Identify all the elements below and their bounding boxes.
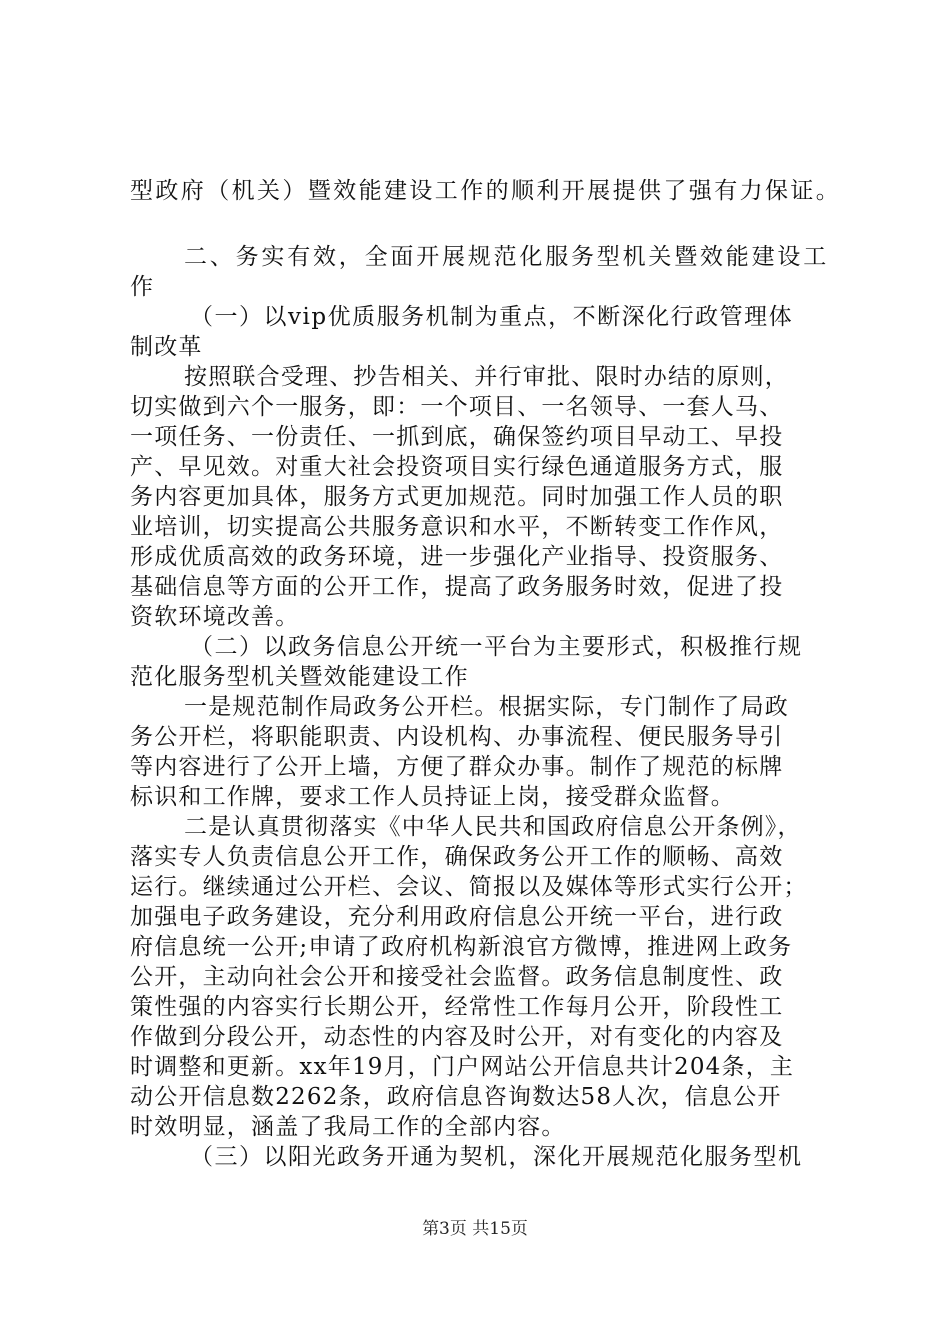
paragraph-line: 时效明显，涵盖了我局工作的全部内容。	[130, 1114, 566, 1140]
paragraph-line: 二是认真贯彻落实《中华人民共和国政府信息公开条例》，	[184, 814, 802, 840]
paragraph-line: 作做到分段公开，动态性的内容及时公开，对有变化的内容及	[130, 1024, 784, 1050]
paragraph-line: 一是规范制作局政务公开栏。根据实际，专门制作了局政	[184, 694, 789, 720]
section-heading: 二、务实有效，全面开展规范化服务型机关暨效能建设工	[184, 244, 829, 270]
paragraph-line: 运行。继续通过公开栏、会议、简报以及媒体等形式实行公开；	[130, 874, 808, 900]
paragraph-line: 动公开信息数2262条，政府信息咨询数达58人次，信息公开	[130, 1084, 782, 1110]
paragraph-line: 加强电子政务建设，充分利用政府信息公开统一平台，进行政	[130, 904, 784, 930]
paragraph-line: 切实做到六个一服务，即：一个项目、一名领导、一套人马、	[130, 394, 784, 420]
subsection-heading: （一）以vip优质服务机制为重点，不断深化行政管理体	[190, 304, 794, 330]
paragraph-line: 时调整和更新。xx年19月，门户网站公开信息共计204条，主	[130, 1054, 795, 1080]
paragraph-line: 型政府（机关）暨效能建设工作的顺利开展提供了强有力保证。	[130, 178, 842, 204]
paragraph-line: 落实专人负责信息公开工作，确保政务公开工作的顺畅、高效	[130, 844, 784, 870]
paragraph-line: 标识和工作牌，要求工作人员持证上岗，接受群众监督。	[130, 784, 735, 810]
paragraph-line: 按照联合受理、抄告相关、并行审批、限时办结的原则，	[184, 364, 789, 390]
subsection-heading-continued: 制改革	[130, 334, 203, 360]
paragraph-line: 务内容更加具体，服务方式更加规范。同时加强工作人员的职	[130, 484, 784, 510]
subsection-heading: （三）以阳光政务开通为契机，深化开展规范化服务型机	[190, 1144, 803, 1170]
paragraph-line: 形成优质高效的政务环境，进一步强化产业指导、投资服务、	[130, 544, 784, 570]
paragraph-line: 一项任务、一份责任、一抓到底，确保签约项目早动工、早投	[130, 424, 784, 450]
paragraph-line: 策性强的内容实行长期公开，经常性工作每月公开，阶段性工	[130, 994, 784, 1020]
subsection-heading: （二）以政务信息公开统一平台为主要形式，积极推行规	[190, 634, 803, 660]
paragraph-line: 等内容进行了公开上墙，方便了群众办事。制作了规范的标牌	[130, 754, 784, 780]
paragraph-line: 府信息统一公开;申请了政府机构新浪官方微博，推进网上政务	[130, 934, 793, 960]
paragraph-line: 公开，主动向社会公开和接受社会监督。政务信息制度性、政	[130, 964, 784, 990]
paragraph-line: 基础信息等方面的公开工作，提高了政务服务时效，促进了投	[130, 574, 784, 600]
paragraph-line: 业培训，切实提高公共服务意识和水平，不断转变工作作风，	[130, 514, 784, 540]
paragraph-line: 务公开栏，将职能职责、内设机构、办事流程、便民服务导引	[130, 724, 784, 750]
paragraph-line: 资软环境改善。	[130, 604, 300, 630]
page-footer: 第3页 共15页	[422, 1219, 528, 1239]
paragraph-line: 产、早见效。对重大社会投资项目实行绿色通道服务方式，服	[130, 454, 784, 480]
section-heading-continued: 作	[130, 274, 155, 300]
subsection-heading-continued: 范化服务型机关暨效能建设工作	[130, 664, 469, 690]
